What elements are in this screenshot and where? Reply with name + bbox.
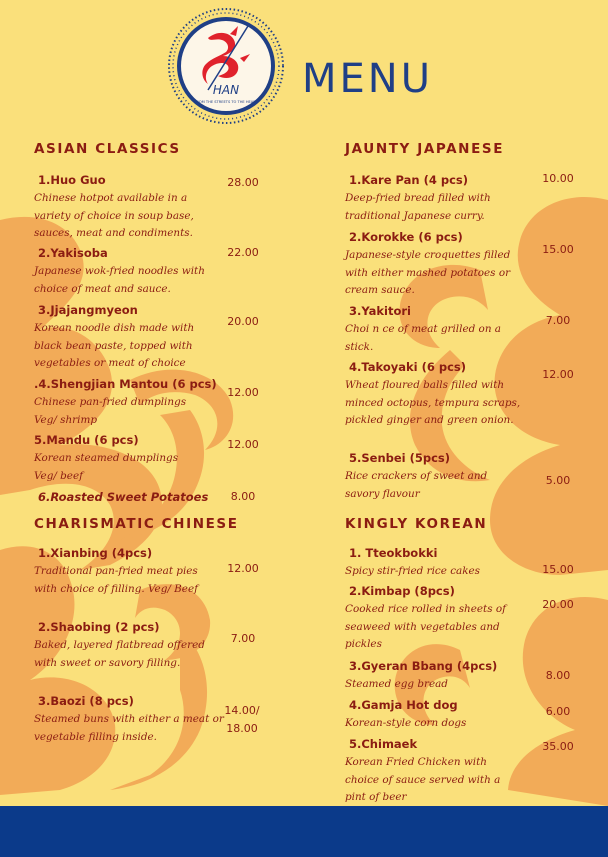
logo-brand: HAN: [212, 83, 240, 97]
item-description: Deep-fried bread filled with traditional Japanese curry.: [345, 192, 491, 222]
item-name: 4.Gamja Hot dog: [349, 698, 458, 712]
item-price: 22.00: [227, 246, 259, 259]
item-price: 20.00: [542, 598, 574, 611]
item-price: 8.00: [545, 669, 571, 682]
item-price: 14.00/ 18.00: [224, 704, 260, 735]
item-description: Chinese hotpot available in a variety of choice in soup base, sauces, meat and condiments.: [34, 192, 194, 240]
item-price: 15.00: [542, 563, 574, 576]
item-name: 2.Korokke (6 pcs): [349, 230, 463, 244]
footer-bar: [0, 806, 608, 857]
item-price: 12.00: [542, 368, 574, 381]
item-price: 12.00: [227, 562, 259, 575]
item-price: 12.00: [227, 386, 259, 399]
item-description: Korean noodle dish made with black bean paste, topped with vegetables or meat of choice: [34, 322, 195, 370]
item-name: 6.Roasted Sweet Potatoes: [38, 490, 209, 504]
item-name: 3.Baozi (8 pcs): [38, 694, 134, 708]
item-name: 5.Senbei (5pcs): [349, 451, 451, 465]
item-name: 2.Yakisoba: [38, 246, 108, 260]
item-description: Korean-style corn dogs: [345, 717, 467, 729]
item-name: 1.Xianbing (4pcs): [38, 546, 153, 560]
item-price: 20.00: [227, 315, 259, 328]
item-price: 6.00: [545, 705, 571, 718]
item-description: Korean Fried Chicken with choice of sauce served with a pint of beer: [345, 756, 501, 804]
item-name: 2.Kimbap (8pcs): [349, 584, 455, 598]
item-name: 1. Tteokbokki: [349, 546, 438, 560]
item-price: 5.00: [545, 474, 571, 487]
item-description: Rice crackers of sweet and savory flavour: [345, 470, 488, 500]
section-heading-charismatic-chinese: CHARISMATIC CHINESE: [34, 516, 239, 532]
item-description: Baked, layered flatbread offered with sweet or savory filling.: [34, 639, 205, 669]
item-name: 3.Jjajangmyeon: [38, 303, 138, 317]
item-description: Choi n ce of meat grilled on a stick.: [345, 323, 502, 353]
item-price: 12.00: [227, 438, 259, 451]
item-name: 1.Huo Guo: [38, 173, 106, 187]
section-heading-jaunty-japanese: JAUNTY JAPANESE: [345, 141, 505, 157]
han-logo: [168, 8, 284, 124]
item-name: 5.Chimaek: [349, 737, 418, 751]
item-price: 35.00: [542, 740, 574, 753]
item-description: Japanese wok-fried noodles with choice of meat and sauce.: [34, 265, 205, 295]
item-price: 10.00: [542, 172, 574, 185]
item-name: 1.Kare Pan (4 pcs): [349, 173, 468, 187]
item-description: Japanese-style croquettes filled with either mashed potatoes or cream sauce.: [345, 249, 511, 297]
item-price: 7.00: [545, 314, 571, 327]
section-heading-kingly-korean: KINGLY KOREAN: [345, 516, 488, 532]
item-price: 8.00: [230, 490, 256, 503]
item-name: .4.Shengjian Mantou (6 pcs): [34, 377, 217, 391]
item-description: Steamed egg bread: [345, 678, 448, 690]
logo-tagline: FROM THE STREETS TO THE HEART: [194, 100, 258, 104]
item-description: Steamed buns with either a meat or vegetable filling inside.: [34, 713, 224, 743]
item-description: Korean steamed dumplings Veg/ beef: [34, 452, 179, 482]
item-price: 15.00: [542, 243, 574, 256]
item-name: 4.Takoyaki (6 pcs): [349, 360, 466, 374]
item-description: Chinese pan-fried dumplings Veg/ shrimp: [34, 396, 187, 426]
item-name: 3.Gyeran Bbang (4pcs): [349, 659, 498, 673]
item-description: Spicy stir-fried rice cakes: [345, 565, 480, 577]
item-price: 7.00: [230, 632, 256, 645]
item-name: 5.Mandu (6 pcs): [34, 433, 139, 447]
item-description: Wheat floured balls filled with minced octopus, tempura scraps, pickled ginger and green onion.: [345, 379, 521, 427]
section-heading-asian-classics: ASIAN CLASSICS: [34, 141, 181, 157]
item-price: 28.00: [227, 176, 259, 189]
page-title: MENU: [302, 56, 433, 102]
item-name: 2.Shaobing (2 pcs): [38, 620, 160, 634]
item-description: Traditional pan-fried meat pies with choice of filling. Veg/ Beef: [34, 565, 198, 595]
item-description: Cooked rice rolled in sheets of seaweed with vegetables and pickles: [345, 603, 506, 651]
item-name: 3.Yakitori: [349, 304, 412, 318]
